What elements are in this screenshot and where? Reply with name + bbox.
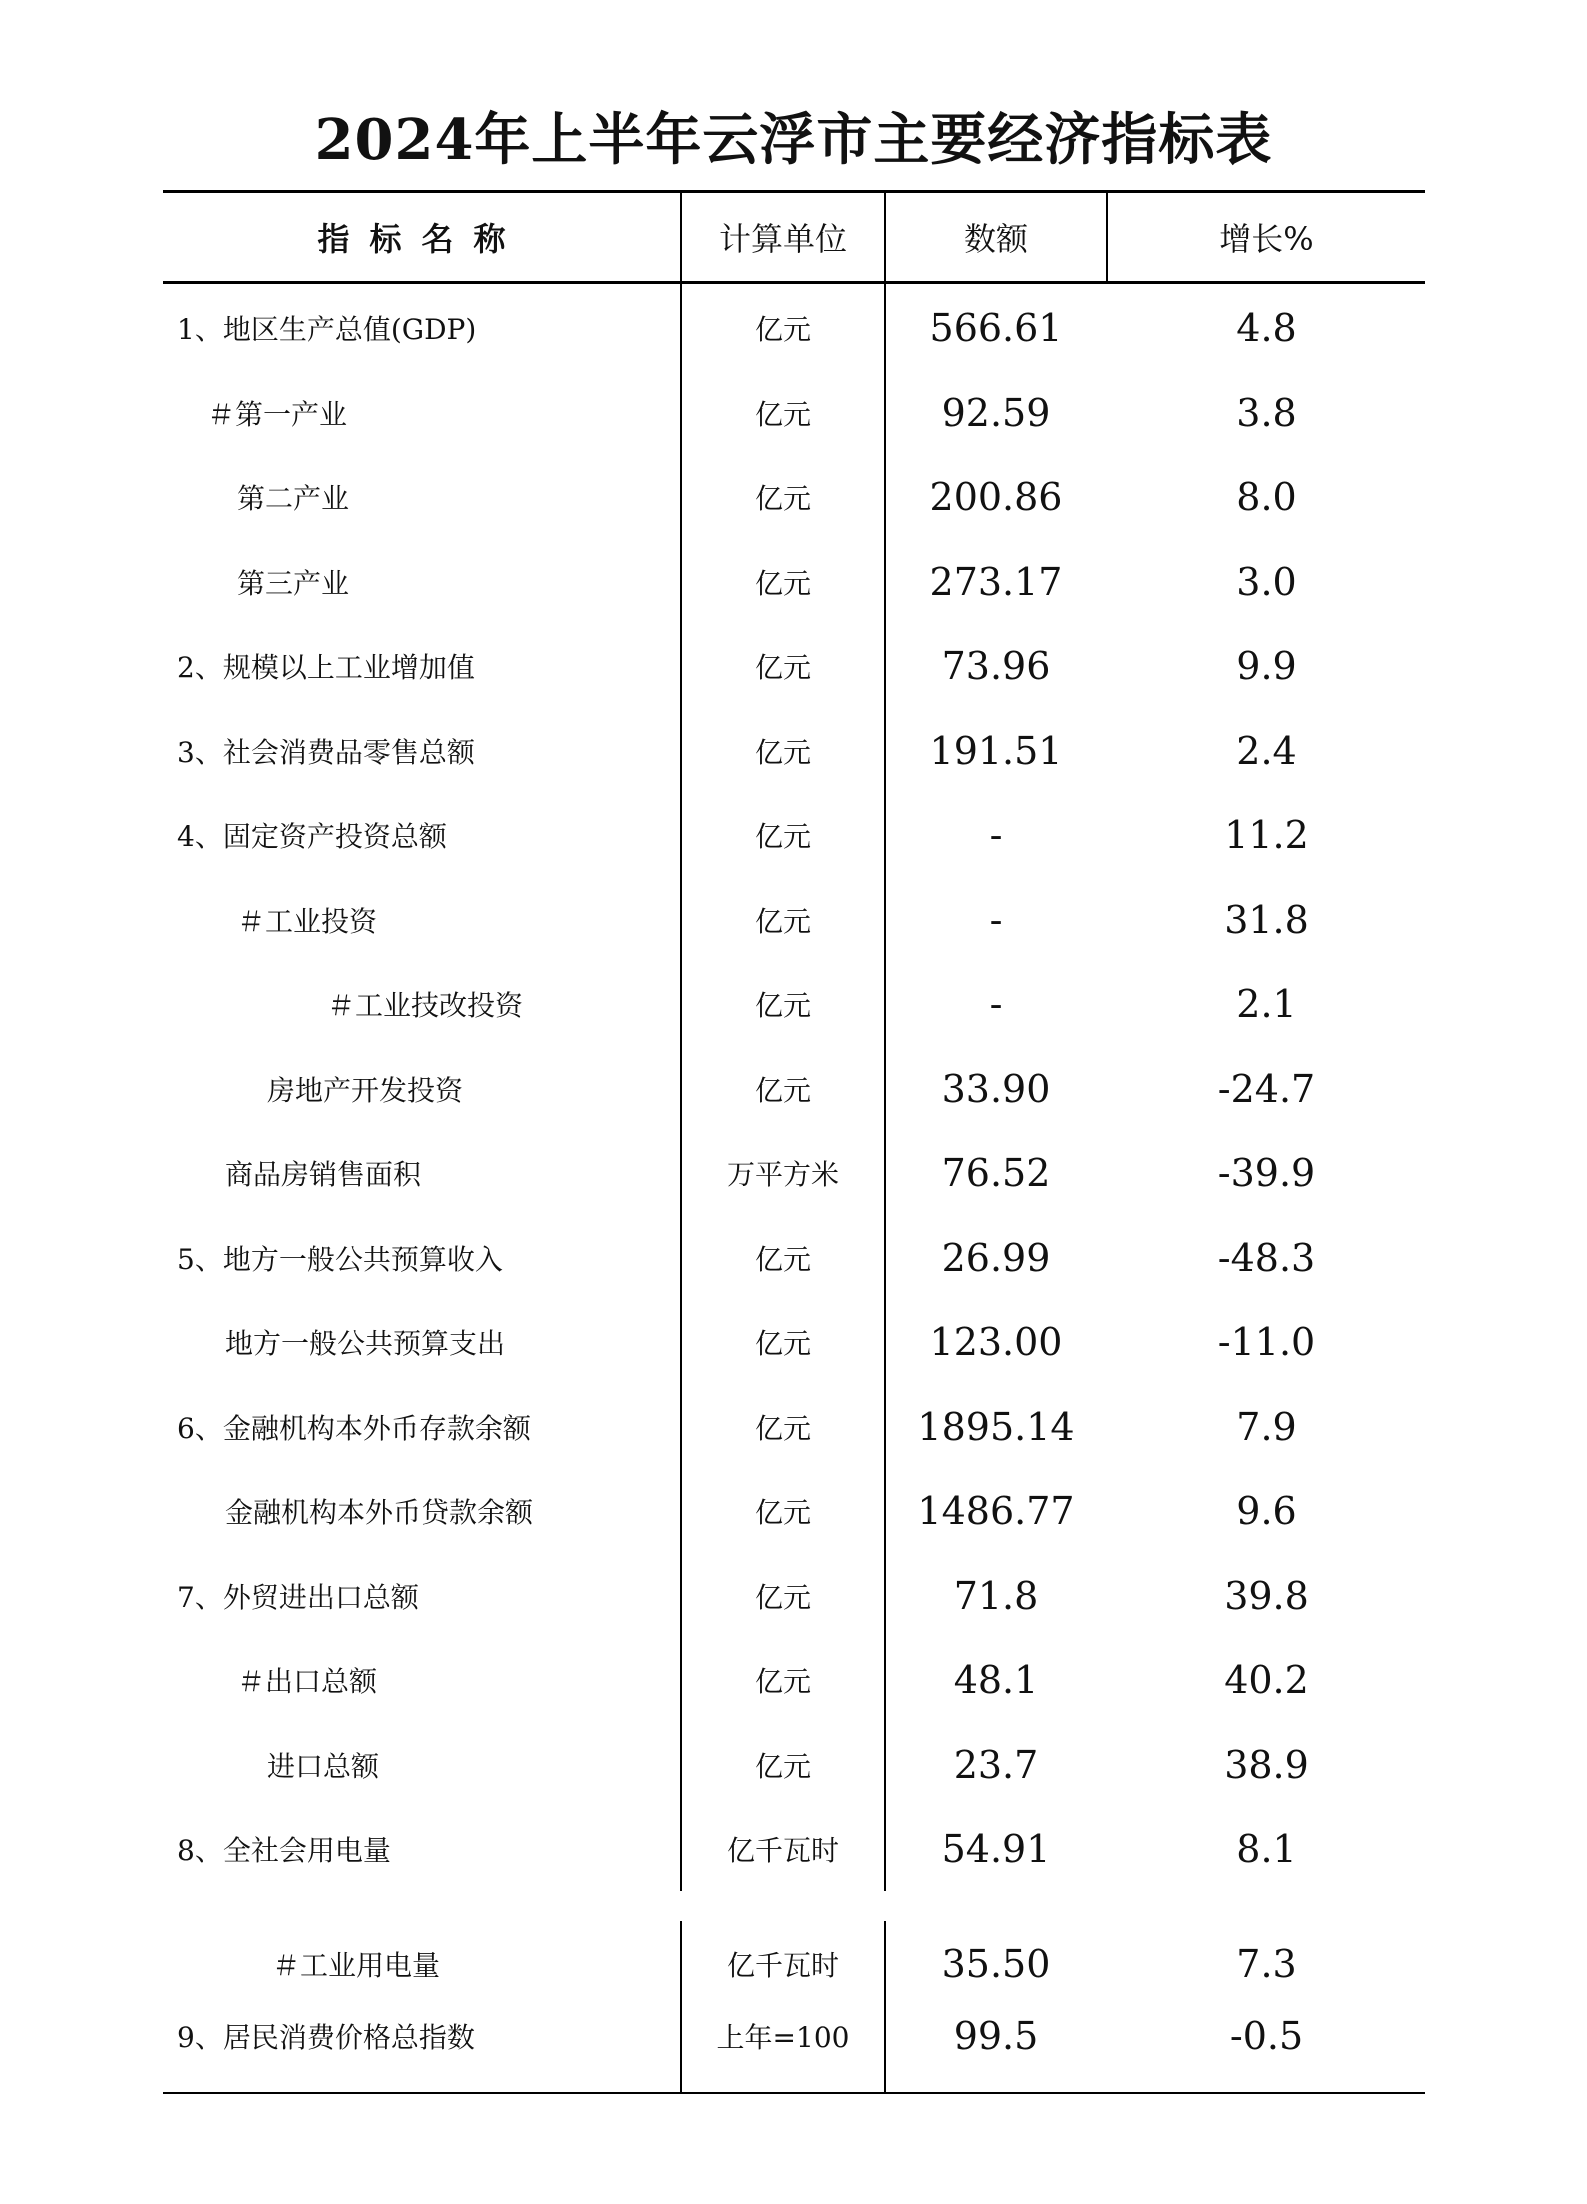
table-row xyxy=(163,371,1425,455)
unit: 亿元 xyxy=(754,1496,811,1529)
unit: 亿元 xyxy=(754,1327,811,1360)
growth: 3.0 xyxy=(1236,559,1297,604)
amount: - xyxy=(989,897,1003,942)
amount: 71.8 xyxy=(953,1573,1039,1618)
unit: 亿元 xyxy=(754,1073,811,1107)
amount: 123.00 xyxy=(929,1320,1063,1364)
amount: 26.99 xyxy=(941,1235,1051,1280)
table-row xyxy=(163,1994,1425,2078)
growth: 8.1 xyxy=(1236,1827,1297,1871)
indicator-name: 8、全社会用电量 xyxy=(177,1834,391,1867)
unit: 亿元 xyxy=(754,735,811,769)
amount: 23.7 xyxy=(953,1742,1039,1787)
growth: -48.3 xyxy=(1217,1235,1316,1280)
growth: -11.0 xyxy=(1217,1320,1316,1364)
amount: 191.51 xyxy=(929,728,1063,773)
indicator-name: 7、外贸进出口总额 xyxy=(177,1580,419,1614)
table-row xyxy=(163,1131,1425,1215)
table-row xyxy=(163,1300,1425,1384)
amount: 273.17 xyxy=(929,559,1063,604)
unit: 亿元 xyxy=(754,397,811,431)
growth: 31.8 xyxy=(1224,897,1309,942)
indicator-name: ＃第一产业 xyxy=(207,397,348,431)
unit: 亿元 xyxy=(754,904,811,938)
unit: 亿元 xyxy=(754,651,811,684)
indicator-name: 房地产开发投资 xyxy=(267,1073,464,1107)
indicator-name: 第三产业 xyxy=(237,566,350,600)
table-row xyxy=(163,1723,1425,1807)
amount: 92.59 xyxy=(941,390,1051,435)
table-row xyxy=(163,455,1425,539)
growth: 2.1 xyxy=(1236,982,1297,1026)
amount: 48.1 xyxy=(953,1658,1039,1702)
table-row xyxy=(163,793,1425,877)
unit: 亿元 xyxy=(754,1242,811,1276)
amount: - xyxy=(989,813,1003,857)
unit: 亿元 xyxy=(754,482,811,515)
indicator-name: 4、固定资产投资总额 xyxy=(177,820,447,853)
unit: 亿千瓦时 xyxy=(726,1948,839,1982)
indicator-name: 9、居民消费价格总指数 xyxy=(177,2021,475,2054)
growth: 40.2 xyxy=(1224,1658,1309,1702)
growth: 8.0 xyxy=(1236,475,1297,519)
unit: 亿元 xyxy=(754,1580,811,1614)
amount: 76.52 xyxy=(941,1151,1051,1195)
table-bottom-rule xyxy=(163,2092,1425,2094)
growth: 9.9 xyxy=(1236,644,1297,688)
indicator-name: ＃出口总额 xyxy=(237,1665,378,1698)
growth: -39.9 xyxy=(1217,1151,1316,1195)
indicator-name: 进口总额 xyxy=(267,1749,380,1783)
unit: 亿元 xyxy=(754,313,811,346)
table-row xyxy=(163,709,1425,793)
indicator-name: ＃工业投资 xyxy=(237,904,378,938)
growth: 11.2 xyxy=(1224,813,1309,857)
table-row xyxy=(163,286,1425,370)
amount: 1486.77 xyxy=(917,1489,1075,1533)
header-growth: 增长% xyxy=(1219,219,1314,258)
header-amount: 数额 xyxy=(963,219,1028,258)
unit: 亿元 xyxy=(754,1411,811,1445)
growth: -0.5 xyxy=(1229,2014,1304,2058)
amount: 1895.14 xyxy=(917,1404,1075,1449)
indicator-name: 商品房销售面积 xyxy=(225,1158,422,1191)
indicator-name: 金融机构本外币贷款余额 xyxy=(225,1496,534,1529)
amount: - xyxy=(989,982,1003,1026)
table-row xyxy=(163,1554,1425,1638)
indicator-name: ＃工业技改投资 xyxy=(327,989,524,1022)
unit: 亿千瓦时 xyxy=(726,1834,839,1867)
header-unit: 计算单位 xyxy=(718,219,847,258)
unit: 亿元 xyxy=(754,1749,811,1783)
unit: 万平方米 xyxy=(726,1158,839,1191)
unit: 亿元 xyxy=(754,1665,811,1698)
table-row xyxy=(163,1807,1425,1891)
indicator-name: 6、金融机构本外币存款余额 xyxy=(177,1411,531,1445)
indicator-name: 1、地区生产总值(GDP) xyxy=(177,313,477,346)
amount: 99.5 xyxy=(953,2014,1039,2058)
growth: 38.9 xyxy=(1224,1742,1309,1787)
table-row xyxy=(163,1385,1425,1469)
growth: 7.9 xyxy=(1236,1404,1297,1449)
unit: 亿元 xyxy=(754,820,811,853)
growth: 7.3 xyxy=(1236,1941,1297,1986)
indicator-name: 地方一般公共预算支出 xyxy=(225,1327,506,1360)
header-indicator-name: 指标名称 xyxy=(317,219,526,258)
table-row xyxy=(163,624,1425,708)
table-row xyxy=(163,1216,1425,1300)
growth: 39.8 xyxy=(1224,1573,1309,1618)
growth: 4.8 xyxy=(1236,306,1297,350)
table-row xyxy=(163,540,1425,624)
amount: 35.50 xyxy=(941,1941,1051,1986)
table-row xyxy=(163,1047,1425,1131)
growth: 3.8 xyxy=(1236,390,1297,435)
table-row xyxy=(163,1922,1425,2006)
table-row xyxy=(163,962,1425,1046)
indicator-name: 5、地方一般公共预算收入 xyxy=(177,1242,503,1276)
unit: 上年=100 xyxy=(716,2021,850,2054)
amount: 73.96 xyxy=(941,644,1051,688)
amount: 54.91 xyxy=(941,1827,1051,1871)
table-row xyxy=(163,1469,1425,1553)
table-row xyxy=(163,878,1425,962)
unit: 亿元 xyxy=(754,566,811,600)
amount: 33.90 xyxy=(941,1066,1051,1111)
unit: 亿元 xyxy=(754,989,811,1022)
growth: -24.7 xyxy=(1217,1066,1316,1111)
indicator-name: 2、规模以上工业增加值 xyxy=(177,651,475,684)
amount: 566.61 xyxy=(929,306,1063,350)
indicator-name: ＃工业用电量 xyxy=(272,1948,441,1982)
growth: 2.4 xyxy=(1236,728,1297,773)
amount: 200.86 xyxy=(929,475,1063,519)
page-title: 2024年上半年云浮市主要经济指标表 xyxy=(314,107,1273,173)
indicator-name: 3、社会消费品零售总额 xyxy=(177,735,475,769)
table-row xyxy=(163,1638,1425,1722)
indicator-name: 第二产业 xyxy=(237,482,350,515)
growth: 9.6 xyxy=(1236,1489,1297,1533)
